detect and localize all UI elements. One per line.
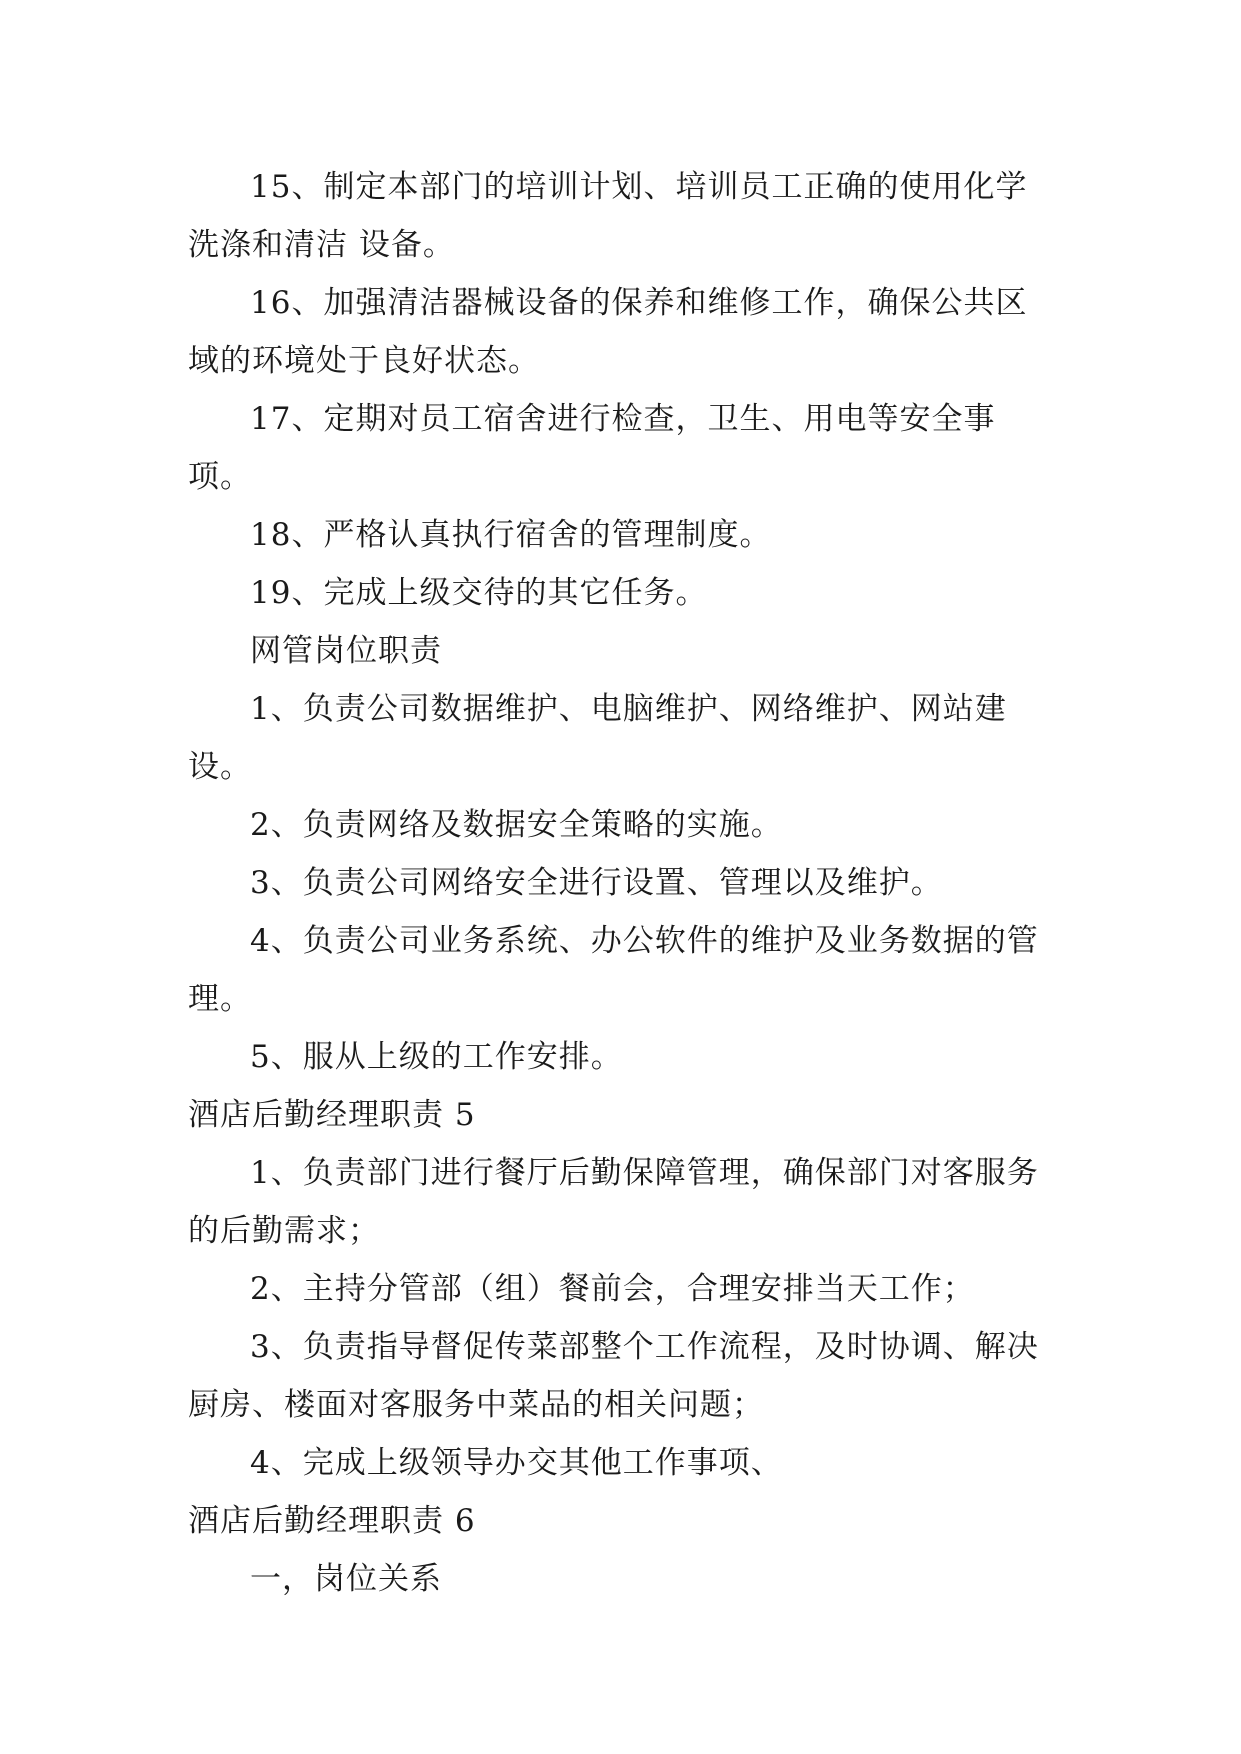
section-subtitle: 网管岗位职责: [250, 633, 442, 669]
paragraph: 2、主持分管部（组）餐前会，合理安排当天工作；: [250, 1271, 975, 1307]
paragraph: 3、负责公司网络安全进行设置、管理以及维护。: [250, 865, 943, 901]
paragraph: 1、负责部门进行餐厅后勤保障管理，确保部门对客服务的后勤需求；: [188, 1155, 1039, 1249]
paragraph: 15、制定本部门的培训计划、培训员工正确的使用化学洗涤和清洁 设备。: [188, 169, 1028, 263]
paragraph: 4、负责公司业务系统、办公软件的维护及业务数据的管理。: [188, 923, 1039, 1017]
section-heading: 酒店后勤经理职责 6: [188, 1503, 476, 1539]
paragraph: 一，岗位关系: [250, 1561, 442, 1597]
paragraph: 5、服从上级的工作安排。: [250, 1039, 623, 1075]
paragraph: 16、加强清洁器械设备的保养和维修工作，确保公共区域的环境处于良好状态。: [188, 285, 1028, 379]
document-body: [188, 158, 1058, 1608]
paragraph: 4、完成上级领导办交其他工作事项、: [250, 1445, 783, 1481]
paragraph: 19、完成上级交待的其它任务。: [250, 575, 708, 611]
paragraph: 1、负责公司数据维护、电脑维护、网络维护、网站建设。: [188, 691, 1007, 785]
section-heading: 酒店后勤经理职责 5: [188, 1097, 476, 1133]
paragraph: 3、负责指导督促传菜部整个工作流程，及时协调、解决厨房、楼面对客服务中菜品的相关问题；: [188, 1329, 1039, 1423]
paragraph: 2、负责网络及数据安全策略的实施。: [250, 807, 783, 843]
paragraph: 18、严格认真执行宿舍的管理制度。: [250, 517, 772, 553]
paragraph: 17、定期对员工宿舍进行检查，卫生、用电等安全事项。: [188, 401, 996, 495]
